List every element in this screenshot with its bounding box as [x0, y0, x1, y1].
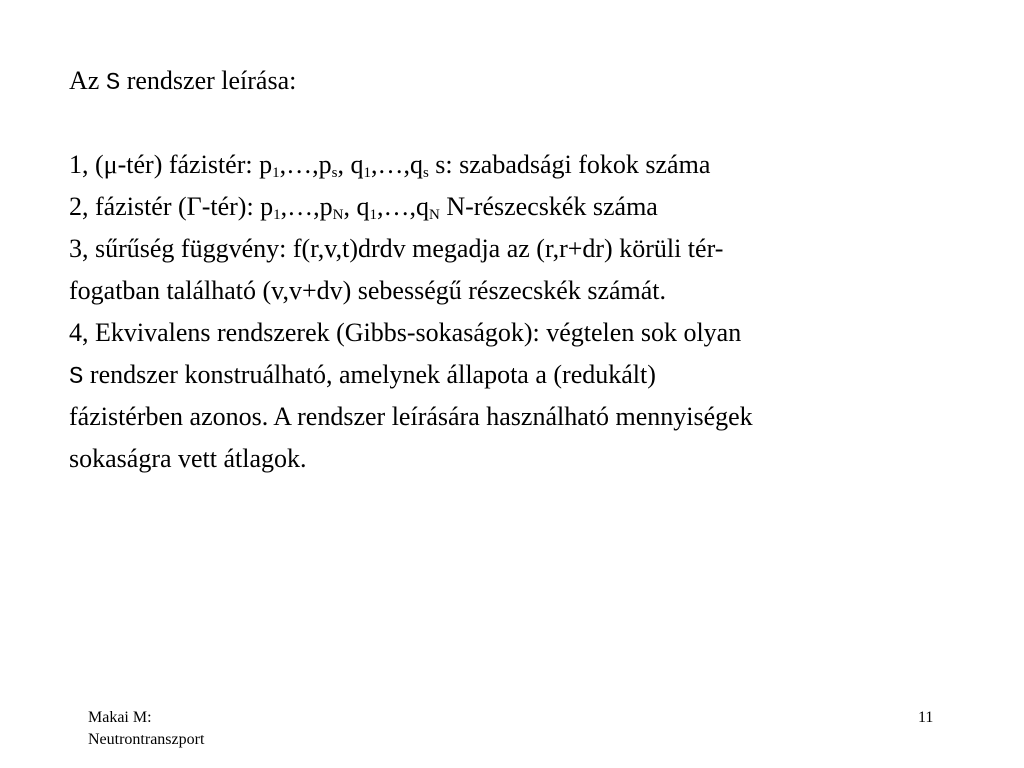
- item-1-text: , q: [337, 150, 364, 179]
- item-1-tail: s: szabadsági fokok száma: [428, 150, 711, 179]
- footer-author-line-1: Makai M:: [88, 709, 152, 726]
- gamma-symbol: Γ: [186, 192, 202, 221]
- item-2-text: ,…,p: [280, 192, 333, 221]
- spacer: [69, 102, 989, 144]
- item-2-text: -tér): p: [201, 192, 274, 221]
- item-1: [69, 144, 989, 186]
- subscript: s: [331, 165, 338, 181]
- subscript: N: [332, 207, 344, 223]
- item-2: [69, 186, 989, 228]
- slide-body: [69, 60, 989, 480]
- item-1-intro: 1, (: [69, 150, 104, 179]
- heading-symbol: S: [105, 70, 121, 97]
- item-4-line-2: [69, 354, 989, 396]
- item-2-intro: 2, fázistér (: [69, 192, 187, 221]
- item-2-tail: N-részecskék száma: [439, 192, 658, 221]
- item-4-symbol: S: [69, 364, 84, 391]
- item-1-text: ,…,q: [370, 150, 423, 179]
- item-4-line-2-text: rendszer konstruálható, amelynek állapota a (redukált): [83, 360, 656, 389]
- footer-author-line-2: Neutrontranszport: [88, 731, 205, 748]
- item-4-line-3: fázistérben azonos. A rendszer leírására használható mennyiségek: [69, 402, 753, 431]
- footer-author: [88, 707, 204, 751]
- subscript: 1: [369, 207, 378, 223]
- slide-heading: [69, 60, 989, 102]
- subscript: 1: [363, 165, 371, 181]
- page-number: 11: [918, 709, 934, 726]
- item-3-line-2: fogatban található (v,v+dv) sebességű részecskék számát.: [69, 276, 667, 305]
- item-1-text: ,…,p: [279, 150, 332, 179]
- heading-prefix: Az: [69, 66, 100, 95]
- item-4-line-4: sokaságra vett átlagok.: [69, 444, 307, 473]
- subscript: 1: [273, 207, 281, 223]
- subscript: 1: [272, 165, 280, 181]
- mu-symbol: μ: [103, 150, 118, 179]
- subscript: N: [429, 207, 440, 223]
- item-4-line-1: 4, Ekvivalens rendszerek (Gibbs-sokaságok): végtelen sok olyan: [69, 318, 742, 347]
- subscript: s: [422, 165, 429, 181]
- item-3-line-1: 3, sűrűség függvény: f(r,v,t)drdv megadja az (r,r+dr) körüli tér-: [69, 234, 724, 263]
- item-1-text: -tér) fázistér: p: [117, 150, 273, 179]
- item-2-text: ,…,q: [377, 192, 430, 221]
- heading-suffix: rendszer leírása:: [126, 66, 297, 95]
- item-2-text: , q: [343, 192, 370, 221]
